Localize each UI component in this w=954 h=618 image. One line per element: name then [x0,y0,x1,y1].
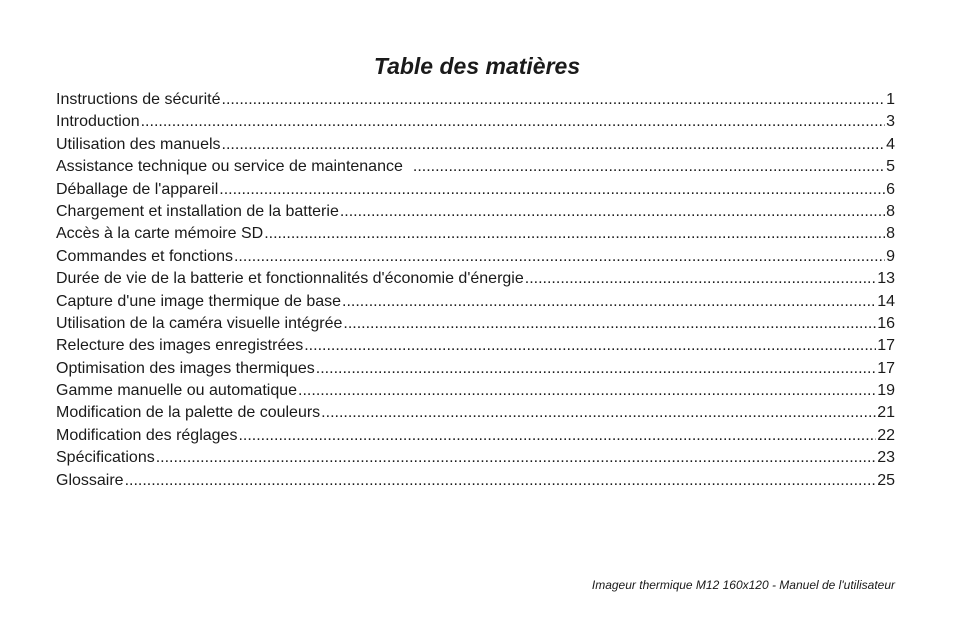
toc-entry[interactable] [56,89,895,111]
toc-entry-page: 9 [886,247,895,265]
toc-entry[interactable] [56,447,895,469]
toc-dot-leader [156,447,876,469]
toc-entry-label: Utilisation des manuels [56,135,221,153]
toc-dot-leader [321,402,876,424]
toc-entry-label: Commandes et fonctions [56,247,233,265]
toc-entry-page: 4 [886,135,895,153]
toc-entry[interactable] [56,134,895,156]
toc-entry[interactable] [56,291,895,313]
toc-entry-label: Spécifications [56,449,155,467]
toc-entry-page: 6 [886,180,895,198]
toc-entry[interactable] [56,156,895,178]
toc-dot-leader [222,134,886,156]
toc-entry-page: 13 [877,270,895,288]
toc-entry-page: 1 [886,91,895,108]
toc-entry[interactable] [56,313,895,335]
toc-entry-label: Relecture des images enregistrées [56,337,304,355]
toc-dot-leader [304,335,876,357]
toc-dot-leader [141,111,885,133]
toc-entry-page: 8 [886,225,895,243]
toc-entry[interactable] [56,425,895,447]
toc-entry-label: Modification de la palette de couleurs [56,404,321,422]
toc-dot-leader [222,89,886,111]
toc-dot-leader [125,470,877,492]
toc-dot-leader [219,179,885,201]
toc-entry[interactable] [56,179,895,201]
toc-entry[interactable] [56,268,895,290]
toc-entry[interactable] [56,335,895,357]
toc-entry-page: 17 [877,337,895,355]
toc-dot-leader [316,358,876,380]
toc-entry-page: 17 [877,359,895,377]
toc-entry-label: Optimisation des images thermiques [56,359,315,377]
toc-entry-label: Glossaire [56,471,124,489]
table-of-contents [56,89,895,492]
toc-dot-leader [234,246,885,268]
toc-entry-page: 14 [877,292,895,310]
toc-entry-page: 8 [886,202,895,220]
toc-entry-label: Chargement et installation de la batterie [56,202,339,220]
toc-dot-leader [298,380,876,402]
toc-entry-label: Capture d'une image thermique de base [56,292,342,310]
toc-entry-label: Modification des réglages [56,426,238,444]
toc-entry-label: Assistance technique ou service de maintenance [56,158,403,176]
toc-dot-leader [343,313,876,335]
toc-entry-page: 16 [877,314,895,332]
toc-entry-label: Instructions de sécurité [56,91,221,108]
toc-dot-leader [340,201,885,223]
toc-dot-leader [413,156,885,178]
toc-entry[interactable] [56,246,895,268]
toc-dot-leader [342,291,876,313]
page-footer: Imageur thermique M12 160x120 - Manuel de l'utilisateur [591,578,895,592]
toc-entry-page: 19 [877,382,895,400]
toc-entry-page: 23 [877,449,895,467]
page-title: Table des matières [373,53,581,79]
toc-entry[interactable] [56,358,895,380]
toc-entry-page: 22 [877,426,895,444]
toc-entry-label: Introduction [56,113,140,131]
toc-entry-page: 21 [877,404,895,422]
toc-entry-page: 5 [886,158,895,176]
toc-entry-label: Durée de vie de la batterie et fonctionnalités d'économie d'énergie [56,270,524,288]
toc-entry[interactable] [56,402,895,424]
toc-entry-label: Gamme manuelle ou automatique [56,382,298,400]
toc-entry-label: Utilisation de la caméra visuelle intégrée [56,314,343,332]
toc-entry[interactable] [56,111,895,133]
toc-entry-label: Déballage de l'appareil [56,180,219,198]
toc-entry-page: 25 [877,471,895,489]
toc-entry[interactable] [56,380,895,402]
toc-entry[interactable] [56,223,895,245]
toc-dot-leader [238,425,876,447]
toc-entry[interactable] [56,470,895,492]
toc-entry-page: 3 [886,113,895,131]
toc-entry-label: Accès à la carte mémoire SD [56,225,264,243]
toc-dot-leader [264,223,885,245]
toc-entry[interactable] [56,201,895,223]
toc-dot-leader [525,268,876,290]
